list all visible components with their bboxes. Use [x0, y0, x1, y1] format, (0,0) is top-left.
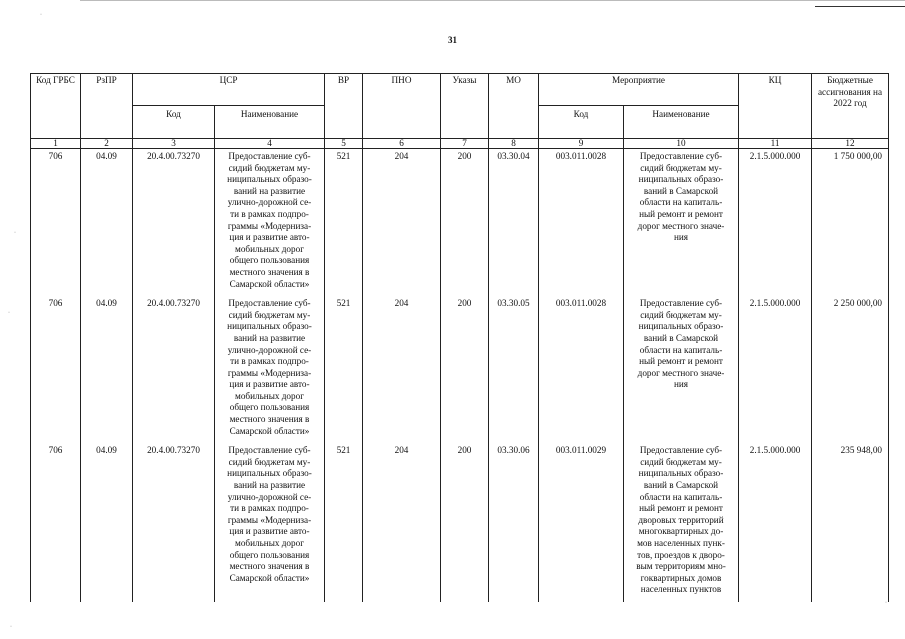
cell-csr-name: Предоставление суб- сидий бюджетам му- ниципальных образо- ваний на развитие улично-дорожной се- ти в рамках подпро- граммы «Модерниза- ция и развитие авто- мобильных дорог общего пользования местного значения в Самарской области» — [215, 443, 325, 602]
cell-rzpr: 04.09 — [81, 296, 133, 443]
column-number: 10 — [624, 139, 739, 149]
scan-corner-rule — [815, 6, 905, 7]
cell-kc: 2.1.5.000.000 — [739, 149, 812, 297]
column-number: 7 — [441, 139, 489, 149]
cell-mer-name: Предоставление суб- сидий бюджетам му- ниципальных образо- ваний в Самарской области на капиталь- ный ремонт и ремонт дорог местного значе- ния — [624, 296, 739, 443]
cell-grbs: 706 — [31, 149, 81, 297]
column-number: 8 — [489, 139, 539, 149]
cell-mer-kod: 003.011.0028 — [539, 149, 624, 297]
header-mer-kod: Код — [539, 106, 624, 139]
column-number: 1 — [31, 139, 81, 149]
header-meropriyatie: Мероприятие — [539, 74, 739, 106]
scan-speck: · — [8, 310, 10, 316]
table-row — [31, 296, 889, 443]
cell-amount: 2 250 000,00 — [812, 296, 889, 443]
column-number: 3 — [133, 139, 215, 149]
scan-top-rule — [80, 0, 905, 1]
column-number: 2 — [81, 139, 133, 149]
column-number: 5 — [325, 139, 363, 149]
cell-vr: 521 — [325, 296, 363, 443]
header-pno: ПНО — [363, 74, 441, 139]
header-rzpr: РзПР — [81, 74, 133, 139]
cell-mo: 03.30.04 — [489, 149, 539, 297]
cell-pno: 204 — [363, 296, 441, 443]
header-mo: МО — [489, 74, 539, 139]
column-number: 11 — [739, 139, 812, 149]
cell-mer-kod: 003.011.0028 — [539, 296, 624, 443]
column-number: 4 — [215, 139, 325, 149]
column-number-row — [31, 139, 889, 149]
cell-amount: 1 750 000,00 — [812, 149, 889, 297]
cell-grbs: 706 — [31, 443, 81, 602]
cell-ukazy: 200 — [441, 149, 489, 297]
cell-pno: 204 — [363, 443, 441, 602]
cell-mer-kod: 003.011.0029 — [539, 443, 624, 602]
cell-csr-kod: 20.4.00.73270 — [133, 296, 215, 443]
header-row-main — [31, 74, 889, 106]
header-csr-name: Наименование — [215, 106, 325, 139]
cell-csr-name: Предоставление суб- сидий бюджетам му- ниципальных образо- ваний на развитие улично-дорожной се- ти в рамках подпро- граммы «Модерниза- ция и развитие авто- мобильных дорог общего пользования местного значения в Самарской области» — [215, 149, 325, 297]
cell-csr-kod: 20.4.00.73270 — [133, 149, 215, 297]
header-mer-name: Наименование — [624, 106, 739, 139]
header-csr-kod: Код — [133, 106, 215, 139]
cell-kc: 2.1.5.000.000 — [739, 443, 812, 602]
cell-mo: 03.30.05 — [489, 296, 539, 443]
scan-speck: · — [885, 600, 887, 606]
cell-kc: 2.1.5.000.000 — [739, 296, 812, 443]
cell-mo: 03.30.06 — [489, 443, 539, 602]
scan-speck: · — [14, 230, 16, 236]
column-number: 6 — [363, 139, 441, 149]
cell-csr-kod: 20.4.00.73270 — [133, 443, 215, 602]
header-budget: Бюджетные ассигнования на 2022 год — [812, 74, 889, 139]
header-kc: КЦ — [739, 74, 812, 139]
header-csr: ЦСР — [133, 74, 325, 106]
cell-vr: 521 — [325, 443, 363, 602]
cell-csr-name: Предоставление суб- сидий бюджетам му- ниципальных образо- ваний на развитие улично-дорожной се- ти в рамках подпро- граммы «Модерниза- ция и развитие авто- мобильных дорог общего пользования местного значения в Самарской области» — [215, 296, 325, 443]
cell-rzpr: 04.09 — [81, 149, 133, 297]
scan-speck: · — [40, 12, 42, 18]
cell-ukazy: 200 — [441, 296, 489, 443]
budget-table — [30, 73, 889, 602]
header-kod-grbs: Код ГРБС — [31, 74, 81, 139]
table-row — [31, 149, 889, 297]
cell-mer-name: Предоставление суб- сидий бюджетам му- ниципальных образо- ваний в Самарской области на капиталь- ный ремонт и ремонт дворовых территорий многоквартирных до- мов населенных пунк- тов, проездов к дворо- вым территориям мно- гоквартирных домов населенных пунктов — [624, 443, 739, 602]
table-body — [31, 149, 889, 602]
cell-mer-name: Предоставление суб- сидий бюджетам му- ниципальных образо- ваний в Самарской области на капиталь- ный ремонт и ремонт дорог местного значе- ния — [624, 149, 739, 297]
cell-rzpr: 04.09 — [81, 443, 133, 602]
cell-grbs: 706 — [31, 296, 81, 443]
page-number: 31 — [448, 35, 457, 45]
cell-vr: 521 — [325, 149, 363, 297]
column-number: 12 — [812, 139, 889, 149]
cell-amount: 235 948,00 — [812, 443, 889, 602]
column-number: 9 — [539, 139, 624, 149]
header-ukazy: Указы — [441, 74, 489, 139]
cell-pno: 204 — [363, 149, 441, 297]
cell-ukazy: 200 — [441, 443, 489, 602]
scan-speck: · — [10, 624, 12, 630]
table-row — [31, 443, 889, 602]
header-vr: ВР — [325, 74, 363, 139]
